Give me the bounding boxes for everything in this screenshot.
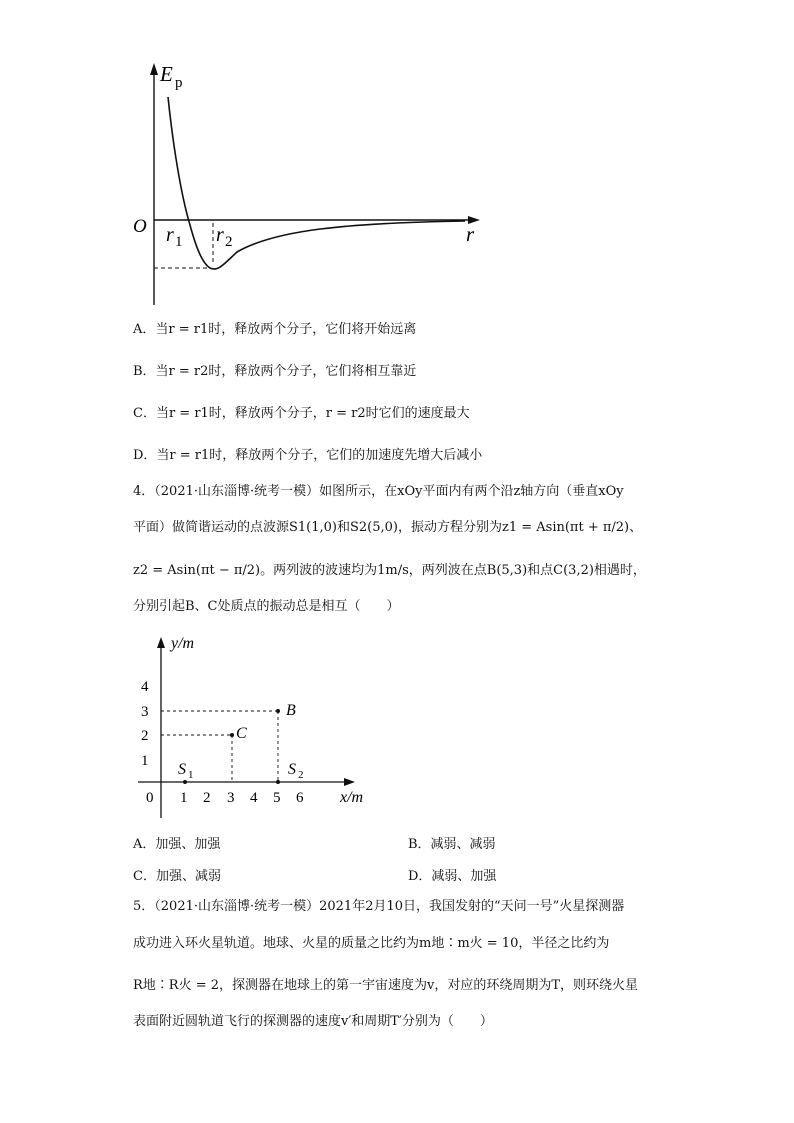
y-tick-2: 2 (141, 728, 149, 744)
r-axis-label: r (466, 222, 475, 246)
q4-option-c: C．加强、减弱 (133, 869, 221, 884)
s1-label: S (178, 761, 186, 778)
x-axis-label: x/m (340, 789, 364, 806)
source-s1 (183, 780, 187, 784)
s2-label-sub: 2 (298, 769, 304, 781)
q5-stem-line-4: 表面附近圆轨道飞行的探测器的速度v′和周期T′分别为（ ） (133, 1014, 493, 1029)
q4-option-a: A．加强、加强 (133, 837, 221, 852)
r1-label: r (166, 224, 174, 246)
ep-axis-arrow (150, 63, 158, 75)
ep-axis-label: E (160, 62, 173, 86)
y-axis-label: y/m (171, 635, 195, 652)
r1-label-sub: 1 (175, 234, 183, 250)
x-tick-2: 2 (203, 790, 211, 806)
q4-stem-line-3: z2 = Asin(πt − π/2)。两列波的波速均为1m/s，两列波在点B(5,3)和点C(3,2)相遇时， (133, 563, 646, 578)
potential-energy-figure (125, 55, 490, 315)
point-b-label: B (286, 702, 296, 719)
q4-stem-line-4: 分别引起B、C处质点的振动总是相互（ ） (133, 599, 400, 614)
x-axis-arrow (344, 778, 355, 786)
ep-axis-label-sub: p (175, 75, 183, 91)
source-s2 (276, 780, 280, 784)
q5-stem-line-3: R地∶R火 = 2，探测器在地球上的第一宇宙速度为v，对应的环绕周期为T，则环绕火星 (133, 978, 639, 993)
q4-stem-line-1: 4．（2021·山东淄博·统考一模）如图所示，在xOy平面内有两个沿z轴方向（垂直xOy (133, 484, 624, 499)
q4-stem-line-2: 平面）做简谐运动的点波源S1(1,0)和S2(5,0)，振动方程分别为z1 = Asin(πt + π/2)、 (133, 520, 643, 535)
q5-stem-line-1: 5．（2021·山东淄博·统考一模）2021年2月10日，我国发射的“天问一号”火星探测器 (133, 899, 625, 914)
y-axis-arrow (157, 637, 165, 648)
origin-label: O (133, 216, 147, 237)
point-c-label: C (236, 725, 247, 742)
y-tick-4: 4 (141, 679, 149, 695)
point-c (230, 733, 234, 737)
q3-option-b: B．当r = r2时，释放两个分子，它们将相互靠近 (133, 364, 417, 379)
x-tick-3: 3 (227, 790, 235, 806)
y-tick-3: 3 (141, 704, 149, 720)
q3-option-c: C．当r = r1时，释放两个分子，r = r2时它们的速度最大 (133, 406, 470, 421)
y-tick-1: 1 (141, 753, 149, 769)
q4-option-b: B．减弱、减弱 (408, 837, 496, 852)
x-tick-4: 4 (250, 790, 258, 806)
x-tick-5: 5 (273, 790, 281, 806)
x-tick-6: 6 (296, 790, 304, 806)
q3-option-a: A．当r = r1时，释放两个分子，它们将开始远离 (133, 322, 417, 337)
x-tick-1: 1 (180, 790, 188, 806)
origin-label: 0 (146, 790, 154, 806)
ep-curve (168, 97, 465, 269)
q5-stem-line-2: 成功进入环火星轨道。地球、火星的质量之比约为m地∶m火 = 10，半径之比约为 (133, 936, 610, 951)
r2-label-sub: 2 (225, 234, 233, 250)
r2-label: r (216, 224, 224, 246)
s1-label-sub: 1 (188, 769, 194, 781)
q4-option-d: D．减弱、加强 (408, 869, 497, 884)
wave-source-figure (128, 628, 378, 828)
q3-option-d: D．当r = r1时，释放两个分子，它们的加速度先增大后减小 (133, 448, 483, 463)
s2-label: S (288, 761, 296, 778)
point-b (276, 709, 280, 713)
